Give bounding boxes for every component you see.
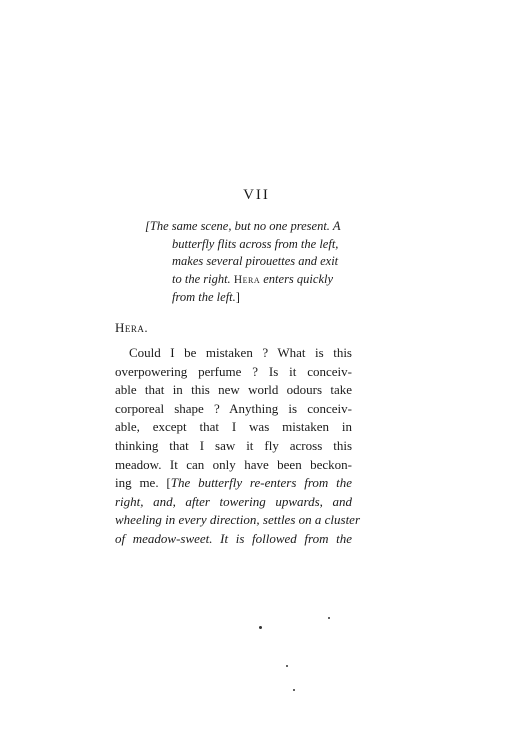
- speech-line: [115, 474, 352, 493]
- speech-line: [115, 418, 352, 437]
- speech-stage-direction-text: wheeling in every direction, settles on a cluster: [115, 512, 361, 528]
- stage-line-1: [The same scene, but no one present. A: [145, 219, 341, 233]
- speech-stage-direction-text: of meadow-sweet. It is followed from the: [115, 530, 352, 546]
- speech-roman-text: able that in this new world odours take: [115, 382, 352, 398]
- scan-speck: [286, 665, 288, 667]
- speech-line: [115, 381, 352, 400]
- close-bracket: ]: [235, 290, 240, 304]
- speech-line: [115, 511, 361, 530]
- speech-roman-text: able, except that I was mistaken in: [115, 419, 352, 435]
- speech-roman-text: corporeal shape ? Anything is conceiv-: [115, 400, 352, 416]
- scan-speck: [328, 617, 330, 619]
- speech-line: [115, 437, 352, 456]
- speech-roman-text: meadow. It can only have been beckon-: [115, 456, 352, 472]
- scan-speck: [259, 626, 262, 629]
- stage-line-2: butterfly flits across from the left,: [172, 236, 339, 251]
- speech-line: [115, 363, 352, 382]
- stage-direction: [145, 218, 355, 307]
- speech-roman-text: Could I be mistaken ? What is this: [129, 345, 352, 360]
- speech-line: [115, 344, 352, 363]
- stage-line-5: from the left.]: [172, 290, 240, 304]
- speech-stage-direction-text: right, and, after towering upwards, and: [115, 493, 352, 509]
- scan-speck: [293, 689, 295, 691]
- open-bracket: [: [145, 219, 150, 233]
- speech-line: [115, 456, 352, 475]
- speech-body: [115, 344, 361, 549]
- speech-roman-text: ing me. [: [115, 475, 171, 491]
- speaker-name: Hera.: [115, 320, 149, 335]
- speech-roman-text: thinking that I saw it fly across this: [115, 437, 352, 453]
- speech-stage-direction-text: The butterfly re-enters from the: [170, 475, 352, 491]
- speech-line: [115, 493, 352, 512]
- stage-line-4: to the right. Hera enters quickly: [172, 271, 334, 286]
- stage-line-3: makes several pirouettes and exit: [172, 254, 339, 268]
- inline-speaker-name: Hera: [233, 273, 261, 286]
- speech-line: [115, 530, 352, 549]
- speech-roman-text: overpowering perfume ? Is it conceiv-: [115, 363, 352, 379]
- scene-heading: VII: [243, 187, 270, 203]
- speech-line: [115, 400, 352, 419]
